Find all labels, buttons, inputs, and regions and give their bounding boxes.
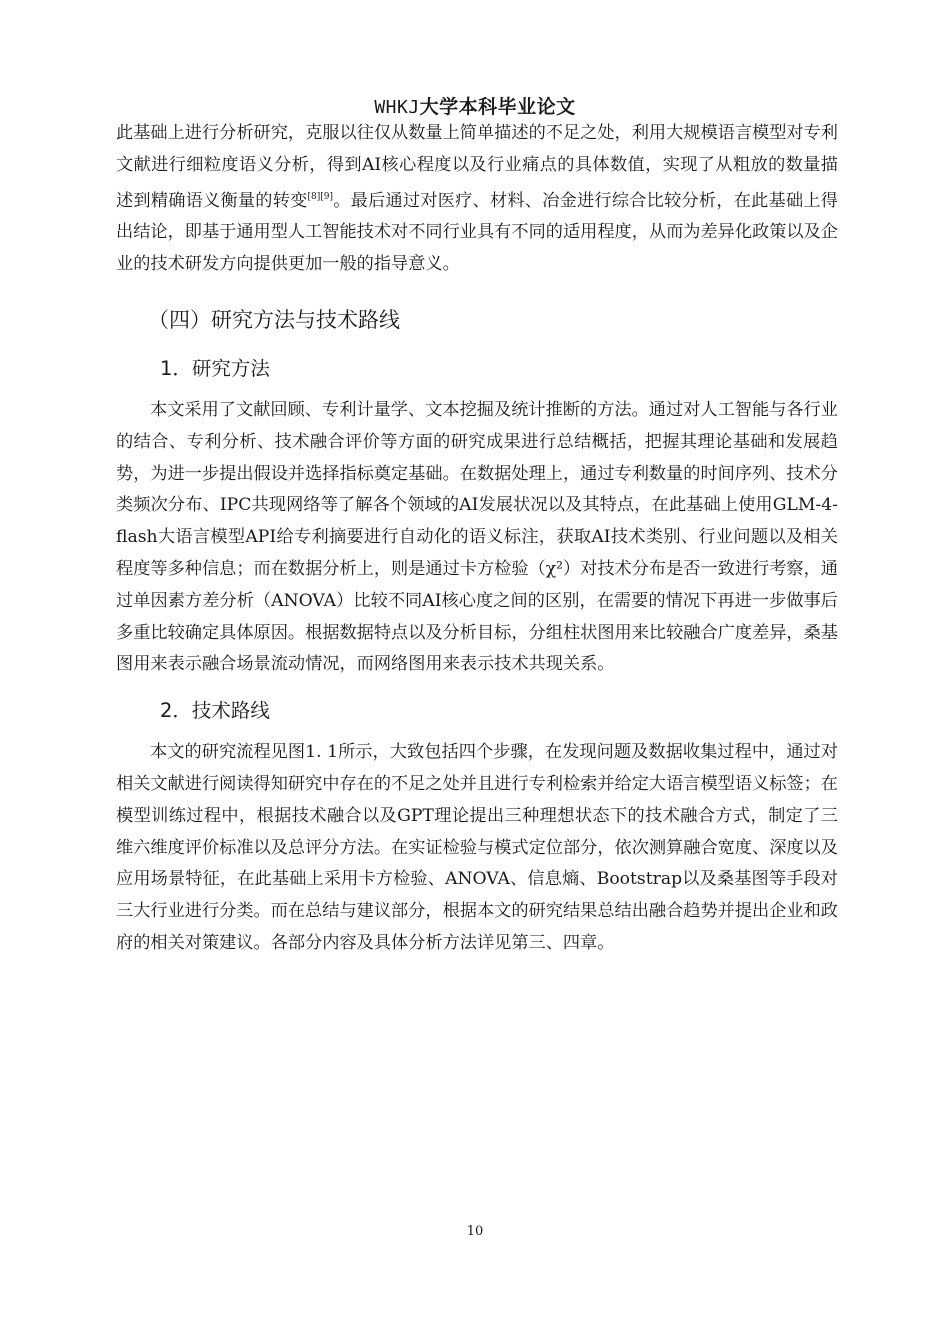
intro-text-after: 。最后通过对医疗、材料、冶金进行综合比较分析，在此基础上得出结论，即基于通用型人工智能技术对不同行业具有不同的适用程度，从而为差异化政策以及企业的技术研发方向提供更加一般的指导意义。: [116, 190, 838, 275]
header-latin: WHKJ: [374, 97, 420, 118]
method-paragraph: 本文采用了文献回顾、专利计量学、文本挖掘及统计推断的方法。通过对人工智能与各行业的结合、专利分析、技术融合评价等方面的研究成果进行总结概括，把握其理论基础和发展趋势，为进一步提出假设并选择指标奠定基础。在数据处理上，通过专利数量的时间序列、技术分类频次分布、IPC共现网络等了解各个领域的AI发展状况以及其特点，在此基础上使用GLM-4-flash大语言模型API给专利摘要进行自动化的语义标注，获取AI技术类别、行业问题以及相关程度等多种信息；而在数据分析上，则是通过卡方检验（χ²）对技术分布是否一致进行考察，通过单因素方差分析（ANOVA）比较不同AI核心度之间的区别，在需要的情况下再进一步做事后多重比较确定具体原因。根据数据特点以及分析目标，分组柱状图用来比较融合广度差异，桑基图用来表示融合场景流动情况，而网络图用来表示技术共现关系。: [116, 399, 838, 675]
header-title: 大学本科毕业论文: [419, 96, 576, 118]
citation-marker: [8][9]: [307, 191, 334, 202]
page-number: 10: [466, 1224, 484, 1239]
intro-paragraph: [116, 118, 838, 281]
route-paragraph: 本文的研究流程见图1. 1所示，大致包括四个步骤，在发现问题及数据收集过程中，通过对相关文献进行阅读得知研究中存在的不足之处并且进行专利检索并给定大语言模型语义标签；在模型训练过程中，根据技术融合以及GPT理论提出三种理想状态下的技术融合方式，制定了三维六维度评价标准以及总评分方法。在实证检验与模式定位部分，依次测算融合宽度、深度以及应用场景特征，在此基础上采用卡方检验、ANOVA、信息熵、Bootstrap以及桑基图等手段对三大行业进行分类。而在总结与建议部分，根据本文的研究结果总结出融合趋势并提出企业和政府的相关对策建议。各部分内容及具体分析方法详见第三、四章。: [116, 742, 838, 953]
running-header: [0, 92, 950, 119]
method-heading: 1．研究方法: [160, 356, 270, 380]
intro-text: 此基础上进行分析研究，克服以往仅从数量上简单描述的不足之处，利用大规模语言模型对专利文献进行细粒度语义分析，得到AI核心程度以及行业痛点的具体数值，实现了从粗放的数量描述到精确语义衡量的转变: [116, 123, 838, 211]
route-heading: 2．技术路线: [160, 699, 270, 723]
page-body: [116, 118, 838, 960]
section-heading: （四）研究方法与技术路线: [148, 307, 400, 332]
